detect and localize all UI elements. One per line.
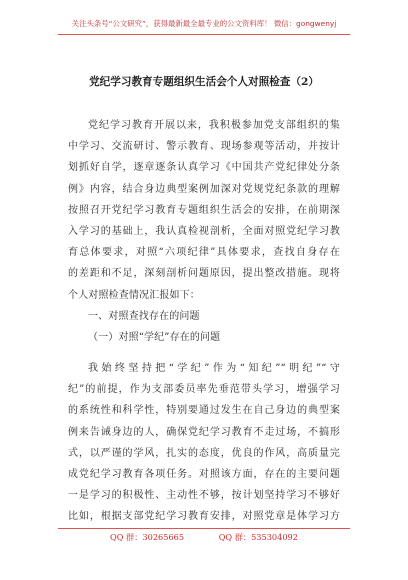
paragraph-intro (68, 115, 340, 306)
text-line: 纪”的前提，作为支部委员率先垂范带头学习，增强学习 (68, 384, 340, 396)
document-title: 党纪学习教育专题组织生活会个人对照检查（2） (89, 76, 319, 88)
footer-qq-group-1: QQ 群：30265665 (110, 532, 185, 542)
paragraph-gap (68, 348, 340, 358)
text-line: 党纪学习教育开展以来，我积极参加党支部组织的集 (88, 120, 340, 131)
document-body (68, 115, 340, 528)
paragraph-xueji (68, 358, 340, 528)
text-line: 式，以严谨的学风，扎实的态度，优良的作风，高质量完 (68, 447, 340, 459)
text-line: 按照召开党纪学习教育专题组织生活会的安排，在前期深 (68, 204, 340, 216)
footer-divider (58, 528, 350, 529)
text-line: 划抓好自学，逐章逐条认真学习《中国共产党纪律处分条 (68, 162, 340, 174)
text-line: 育总体要求，对照“六项纪律”具体要求，查找自身存在 (68, 247, 340, 259)
footer-contacts (0, 532, 408, 543)
text-line: 例来告诫身边的人，确保党纪学习教育不走过场，不搞形 (68, 426, 340, 438)
text-line: 的系统性和科学性，特别要通过发生在自己身边的典型案 (68, 405, 340, 417)
text-line: 入学习的基础上，我认真检视剖析，全面对照党纪学习教 (68, 225, 340, 237)
text-line: 比如，根据支部党纪学习教育安排，对照党章是体学习方 (68, 511, 340, 523)
text-line: 的差距和不足，深刻剖析问题原因，提出整改措施。现将 (68, 268, 340, 280)
text-line: 例》内容，结合身边典型案例加深对党规党纪条款的理解 (68, 183, 340, 195)
text-line: 我始终坚持把“学纪”作为“知纪”“明纪”“守 (88, 363, 340, 375)
header-banner: 关注头条号“公文研究”，获得最新最全最专业的公文资料库！ 微信：gongwenyj (71, 19, 337, 28)
text-line: 个人对照检查情况汇报如下： (68, 289, 200, 301)
text-line: 成党纪学习教育各项任务。对照该方面，存在的主要问题 (68, 469, 340, 480)
text-line: 一是学习的积极性、主动性不够，按计划坚持学习不够好 (68, 490, 340, 502)
header-divider (58, 34, 350, 35)
section-heading: 一、对照查找存在的问题 (88, 310, 200, 322)
text-line: 中学习、交流研讨、警示教育、现场参观等活动，并按计 (68, 141, 340, 153)
footer-qq-group-2: QQ 群：535304092 (218, 532, 298, 542)
subsection-heading: （一）对照“学纪”存在的问题 (88, 331, 221, 343)
